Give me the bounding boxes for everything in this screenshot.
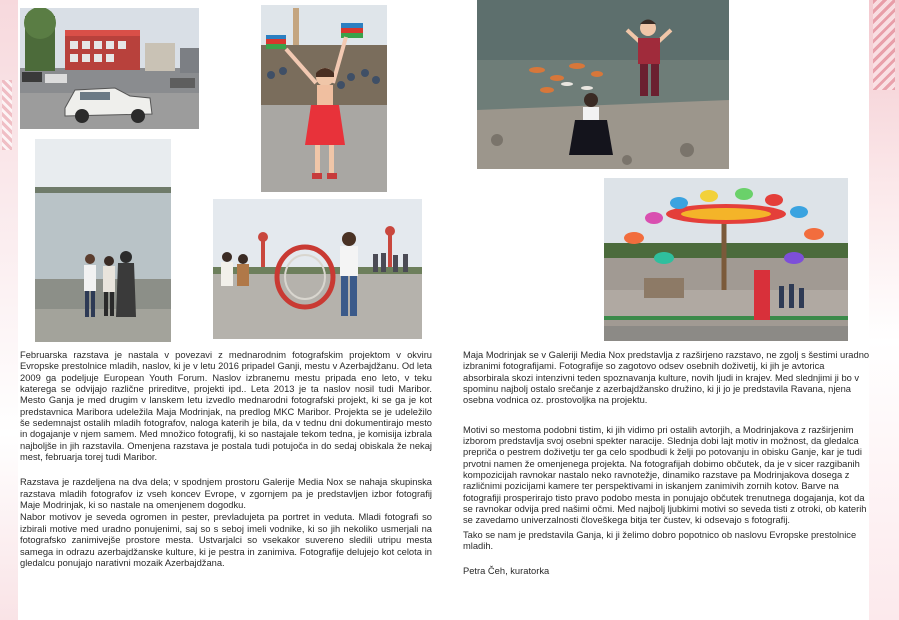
signature: Petra Čeh, kuratorka — [463, 565, 550, 576]
photo-girl-flags — [261, 5, 387, 192]
left-paragraph-2: Razstava je razdeljena na dva dela; v spodnjem prostoru Galerije Media Nox se nahaja skupinska razstava mladih fotografov iz vseh koncev Evrope, v zgornjem pa je predstavljen izbor fotografij Maje Modrinjak, ki so nastale na omenjenem dogodku. — [20, 477, 432, 511]
lake-family-image — [35, 139, 171, 342]
photo-kids-pond — [477, 0, 729, 169]
boy-with-wheel-image — [213, 199, 422, 339]
photo-carousel — [604, 178, 848, 341]
carousel-ride-image — [604, 178, 848, 341]
girl-with-flags-image — [261, 5, 387, 192]
right-paragraph-1: Maja Modrinjak se v Galeriji Media Nox predstavlja z razširjeno razstavo, ne zgolj s šestimi uradno izbranimi fotografijami. Fotografije so zagotovo odsev osebnih doživetij, ki jih je avtorica absorbirala skozi intenzivni teden spoznavanja kulture, novih ljudi in krajev. Med slednjimi ji bo v spominu najbolj ostalo srečanje z azerbajdžansko družino, ki ji jo je predstavila Ravana, njena osebna vodnica oz. prostovoljka na projektu. — [463, 350, 870, 406]
decorative-left-edge — [0, 0, 18, 620]
decorative-right-edge — [869, 0, 899, 620]
right-text-column — [463, 350, 873, 577]
left-text-column — [20, 350, 432, 569]
left-paragraph-3: Nabor motivov je seveda ogromen in pester, prevladujeta pa portret in veduta. Mladi fotografi so izbirali motive med uradno ponujenimi, saj so s seboj imeli vodnike, ki so jih nekoliko usmerjali na fotografsko zanimivejše prostore mesta. Ustvarjalci so vsekakor suvereno sledili utripu mesta samega in odrazu azerbajdžanske kulture, ki je pestra in zanimiva. Fotografije delujejo kot celota in gledalcu ponujajo narativni mozaik Azerbajdžana. — [20, 512, 432, 568]
left-paragraph-1: Februarska razstava je nastala v povezavi z mednarodnim fotografskim projektom v okviru Evropske prestolnice mladih, naslov, ki je v letu 2016 pripadel Ganji, mestu v Azerbajdžanu. Od leta 2009 ga podeljuje European Youth Forum. Naslov izbranemu mestu pripada eno leto, v teku katerega se odvijajo različne prireditve, projekti ipd.. Leta 2013 je ta naslov nosil tudi Maribor. Mesto Ganja je med drugim v lanskem letu izvedlo mednarodni fotografski projekt, ki se ga je kot predstavnica Maribora udeležila Maja Modrinjak, na predlog MKC Maribor. Projekta se je udeležilo še sedemnajst ostalih mladih fotografov, naloga katerih je bila, da v tednu dni dokumentirajo mesto in dogajanje v njem samem. Med množico fotografij, ki so nastajale tekom tedna, je komisija izbrala najboljše in jih razstavila. Omenjena razstava je postala tudi potujoča in do sedaj obiskala že nekaj mest, februarja torej tudi Maribor. — [20, 350, 432, 463]
photo-lake-family — [35, 139, 171, 342]
children-pond-image — [477, 0, 729, 169]
right-paragraph-3: Tako se nam je predstavila Ganja, ki ji želimo dobro popotnico ob naslovu Evropske prestolnice mladih. — [463, 529, 857, 552]
photo-street-car — [20, 8, 199, 129]
right-paragraph-2: Motivi so mestoma podobni tistim, ki jih vidimo pri ostalih avtorjih, a Modrinjakova z razširjenim izborom predstavlja svoj osebni spekter naracije. Slednja dobi lajt motiv in možnost, da gledalca prepriča o pestrem doživetju ter ga celo spodbudi k želji po potovanju in obisku Ganje, kar je tudi prvotni namen že omenjenega projekta. Na fotografijah dobimo občutek, da je v sicer razgibanih kompozicijah ravnokar nastalo neko ravnotežje, dinamiko razstave pa Modrinjakova dosega z različnimi pozicijami kamere ter perspektivami in iskanjem zanimivih zornih kotov. Barve na fotografiji prosperirajo tisto pravo podobo mesta in ponujajo občutek trenutnega dogajanja, kot da se ravnokar odvija pred našimi očmi. Med najbolj ljubkimi motivi so seveda tisti z otroki, ob katerih se zavedamo univerzalnosti človeškega bitja ter čustev, ki odsevajo s fotografij. — [463, 424, 867, 526]
photo-wheel-boy — [213, 199, 422, 339]
street-scene-image — [20, 8, 199, 129]
